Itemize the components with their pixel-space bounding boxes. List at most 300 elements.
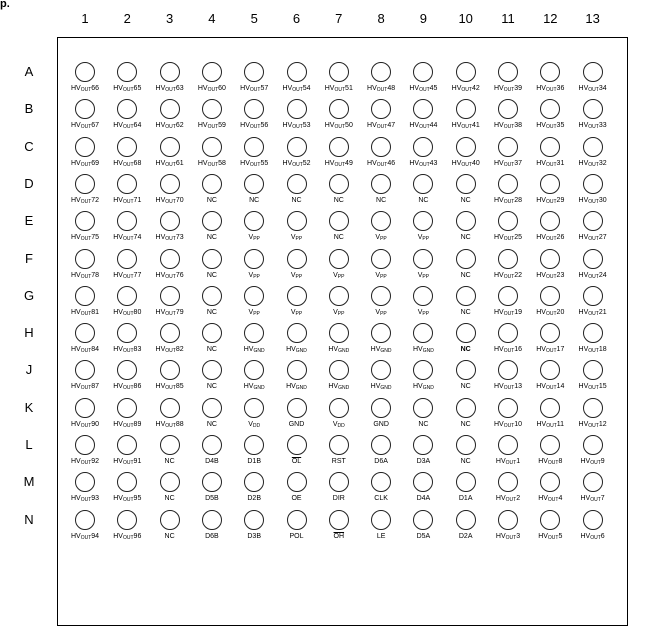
pin-label-J12: $HV_{OUT}14$ — [536, 383, 565, 392]
pin-label-F2: $HV_{OUT}77$ — [113, 271, 142, 280]
ball-G13 — [583, 286, 603, 306]
ball-E4 — [202, 211, 222, 231]
pin-label-F8: $V_{PP}$ — [375, 271, 387, 280]
pin-label-E1: $HV_{OUT}75$ — [70, 234, 100, 243]
ball-A8 — [371, 62, 391, 82]
pin-label-K10: NC — [460, 420, 471, 428]
row-label-J: J — [25, 362, 33, 378]
pin-label-G6: $V_{PP}$ — [290, 308, 303, 317]
row-label-C: C — [24, 138, 34, 154]
ball-N5 — [244, 510, 264, 530]
ball-L10 — [456, 435, 476, 455]
ball-G6 — [287, 286, 307, 306]
pin-label-N7: $\overline{OH}$ — [333, 532, 345, 540]
ball-M6 — [287, 472, 307, 492]
pin-label-B12: $HV_{OUT}35$ — [536, 122, 565, 131]
pin-label-A10: $HV_{OUT}42$ — [451, 85, 480, 93]
ball-C8 — [371, 137, 391, 157]
pin-label-C8: $HV_{OUT}46$ — [367, 159, 396, 168]
row-label-G: G — [23, 287, 35, 303]
pin-label-D11: $HV_{OUT}28$ — [493, 196, 523, 205]
pin-label-H12: $HV_{OUT}17$ — [536, 346, 565, 355]
ball-E13 — [583, 211, 603, 231]
column-label-7: 7 — [335, 11, 343, 26]
pin-label-C11: $HV_{OUT}37$ — [493, 159, 523, 168]
ball-F11 — [498, 249, 518, 269]
ball-F8 — [371, 249, 391, 269]
row-label-F: F — [25, 250, 33, 266]
ball-M3 — [160, 472, 180, 492]
ball-L3 — [160, 435, 180, 455]
pin-label-J11: $HV_{OUT}13$ — [493, 383, 523, 392]
ball-N13 — [583, 510, 603, 530]
ball-G4 — [202, 286, 222, 306]
ball-N3 — [160, 510, 180, 530]
pin-label-J8: $HV_{GND}$ — [370, 383, 392, 392]
ball-G10 — [456, 286, 476, 306]
pin-label-M10: D1A — [458, 495, 473, 503]
pin-label-C7: $HV_{OUT}49$ — [324, 159, 353, 168]
ball-F9 — [413, 249, 433, 269]
pin-label-K4: NC — [206, 420, 217, 428]
pin-label-E6: $V_{PP}$ — [290, 234, 303, 243]
ball-B3 — [160, 99, 180, 119]
pin-label-J1: $HV_{OUT}87$ — [70, 383, 100, 392]
row-label-K: K — [24, 399, 34, 415]
pin-label-F13: $HV_{OUT}24$ — [578, 271, 607, 280]
pin-label-C5: $HV_{OUT}55$ — [240, 159, 269, 168]
ball-F2 — [117, 249, 137, 269]
pin-label-N11: $HV_{OUT}3$ — [495, 532, 521, 541]
pin-label-K3: $HV_{OUT}88$ — [155, 420, 184, 429]
pin-label-N5: D3B — [247, 532, 261, 540]
ball-D5 — [244, 174, 264, 194]
ball-C2 — [117, 137, 137, 157]
ball-L11 — [498, 435, 518, 455]
ball-A7 — [329, 62, 349, 82]
column-label-4: 4 — [208, 11, 216, 26]
ball-K10 — [456, 398, 476, 418]
pin-label-K7: $V_{DD}$ — [332, 420, 345, 429]
pin-label-A5: $HV_{OUT}57$ — [240, 85, 269, 93]
row-label-E: E — [24, 213, 34, 229]
ball-K7 — [329, 398, 349, 418]
pin-label-M2: $HV_{OUT}95$ — [113, 495, 142, 504]
ball-C6 — [287, 137, 307, 157]
pin-label-L9: D3A — [416, 458, 431, 465]
ball-F5 — [244, 249, 264, 269]
pin-label-H11: $HV_{OUT}16$ — [493, 346, 523, 355]
pin-label-B13: $HV_{OUT}33$ — [578, 122, 607, 131]
ball-L8 — [371, 435, 391, 455]
ball-K3 — [160, 398, 180, 418]
pin-label-M5: D2B — [247, 495, 261, 503]
ball-A6 — [287, 62, 307, 82]
ball-D1 — [75, 174, 95, 194]
pin-label-C12: $HV_{OUT}31$ — [536, 159, 565, 168]
pin-label-E8: $V_{PP}$ — [375, 234, 387, 243]
pin-label-D13: $HV_{OUT}30$ — [578, 196, 607, 205]
column-label-9: 9 — [419, 11, 427, 26]
pin-label-B6: $HV_{OUT}53$ — [282, 122, 311, 131]
ball-L6 — [287, 435, 307, 455]
pin-label-C6: $HV_{OUT}52$ — [282, 159, 311, 168]
pin-label-M6: OE — [291, 495, 302, 503]
ball-C11 — [498, 137, 518, 157]
pin-label-M4: D5B — [205, 495, 219, 503]
ball-K12 — [540, 398, 560, 418]
pin-label-J10: NC — [460, 383, 471, 391]
pin-label-N1: $HV_{OUT}94$ — [70, 532, 100, 541]
ball-A4 — [202, 62, 222, 82]
pin-label-D8: NC — [376, 196, 387, 204]
pin-label-M9: D4A — [416, 495, 431, 503]
ball-D10 — [456, 174, 476, 194]
pin-label-L13: $HV_{OUT}9$ — [580, 458, 605, 466]
pin-label-N6: POL — [289, 532, 304, 540]
pin-label-B9: $HV_{OUT}44$ — [409, 122, 438, 131]
pin-label-H9: $HV_{GND}$ — [412, 346, 434, 355]
pin-label-C9: $HV_{OUT}43$ — [409, 159, 438, 168]
pin-label-K11: $HV_{OUT}10$ — [493, 420, 523, 429]
pin-label-A9: $HV_{OUT}45$ — [409, 85, 438, 93]
ball-M10 — [456, 472, 476, 492]
pin-label-F4: NC — [206, 271, 217, 279]
ball-K6 — [287, 398, 307, 418]
pin-label-A1: $HV_{OUT}66$ — [70, 85, 100, 93]
pin-label-G8: $V_{PP}$ — [375, 308, 387, 317]
pin-label-M1: $HV_{OUT}93$ — [70, 495, 100, 504]
ball-F1 — [75, 249, 95, 269]
ball-B13 — [583, 99, 603, 119]
ball-C1 — [75, 137, 95, 157]
pin-label-G10: NC — [460, 308, 471, 316]
pin-label-L7: RST — [331, 458, 346, 465]
pin-label-D9: NC — [418, 196, 429, 204]
ball-G5 — [244, 286, 264, 306]
pin-label-N3: NC — [164, 532, 175, 540]
pin-label-J4: NC — [206, 383, 217, 391]
ball-C9 — [413, 137, 433, 157]
ball-J6 — [287, 360, 307, 380]
ball-N7 — [329, 510, 349, 530]
pin-label-J9: $HV_{GND}$ — [412, 383, 434, 392]
ball-K5 — [244, 398, 264, 418]
pin-label-E2: $HV_{OUT}74$ — [113, 234, 142, 243]
ball-N4 — [202, 510, 222, 530]
column-label-1: 1 — [81, 11, 89, 26]
pin-label-C3: $HV_{OUT}61$ — [155, 159, 184, 168]
pin-label-G13: $HV_{OUT}21$ — [578, 308, 607, 317]
pin-label-F12: $HV_{OUT}23$ — [536, 271, 565, 280]
column-label-8: 8 — [377, 11, 385, 26]
ball-D13 — [583, 174, 603, 194]
ball-L7 — [329, 435, 349, 455]
pin-label-E10: NC — [460, 234, 471, 242]
pin-label-H10: NC — [460, 346, 471, 354]
pin-label-M3: NC — [164, 495, 175, 503]
ball-K8 — [371, 398, 391, 418]
pin-label-L11: $HV_{OUT}1$ — [495, 458, 521, 466]
row-label-H: H — [24, 325, 34, 341]
ball-C12 — [540, 137, 560, 157]
ball-M7 — [329, 472, 349, 492]
pin-label-C2: $HV_{OUT}68$ — [113, 159, 142, 168]
pin-label-C4: $HV_{OUT}58$ — [197, 159, 226, 168]
pin-label-E9: $V_{PP}$ — [417, 234, 430, 243]
row-label-B: B — [24, 101, 34, 117]
ball-E10 — [456, 211, 476, 231]
ball-G12 — [540, 286, 560, 306]
column-label-5: 5 — [250, 11, 258, 26]
pin-label-A6: $HV_{OUT}54$ — [282, 85, 311, 93]
pin-label-K5: $V_{DD}$ — [248, 420, 261, 429]
ball-L1 — [75, 435, 95, 455]
pin-label-A3: $HV_{OUT}63$ — [155, 85, 184, 93]
pin-label-N8: LE — [376, 532, 386, 540]
ball-F3 — [160, 249, 180, 269]
ball-H11 — [498, 323, 518, 343]
pin-label-H13: $HV_{OUT}18$ — [578, 346, 607, 355]
pin-label-J2: $HV_{OUT}86$ — [113, 383, 142, 392]
ball-N6 — [287, 510, 307, 530]
pin-label-G4: NC — [206, 308, 217, 316]
ball-E3 — [160, 211, 180, 231]
corner-text: p. — [0, 0, 10, 10]
pin-label-E3: $HV_{OUT}73$ — [155, 234, 184, 243]
ball-J3 — [160, 360, 180, 380]
pin-label-D10: NC — [460, 196, 471, 204]
ball-J13 — [583, 360, 603, 380]
ball-A13 — [583, 62, 603, 82]
ball-H1 — [75, 323, 95, 343]
ball-E7 — [329, 211, 349, 231]
pin-label-E5: $V_{PP}$ — [248, 234, 260, 243]
pin-label-K13: $HV_{OUT}12$ — [578, 420, 607, 429]
pin-label-G12: $HV_{OUT}20$ — [536, 308, 565, 317]
column-label-11: 11 — [501, 11, 515, 26]
pin-label-F3: $HV_{OUT}76$ — [155, 271, 184, 280]
ball-G1 — [75, 286, 95, 306]
pin-label-L12: $HV_{OUT}8$ — [538, 458, 563, 466]
pin-label-E4: NC — [206, 234, 217, 242]
pin-label-E11: $HV_{OUT}25$ — [493, 234, 523, 243]
pin-label-D1: $HV_{OUT}72$ — [70, 196, 100, 205]
ball-K4 — [202, 398, 222, 418]
pin-label-L6: $\overline{OL}$ — [291, 458, 302, 465]
ball-D7 — [329, 174, 349, 194]
ball-C5 — [244, 137, 264, 157]
pin-label-F7: $V_{PP}$ — [333, 271, 345, 280]
pin-label-G1: $HV_{OUT}81$ — [70, 308, 100, 317]
pin-label-M13: $HV_{OUT}7$ — [580, 495, 605, 504]
ball-D4 — [202, 174, 222, 194]
pin-label-L10: NC — [460, 458, 471, 465]
pin-label-L5: D1B — [247, 458, 261, 465]
column-label-12: 12 — [543, 11, 558, 26]
pin-label-L1: $HV_{OUT}92$ — [70, 458, 100, 466]
pin-label-B4: $HV_{OUT}59$ — [197, 122, 226, 131]
ball-D3 — [160, 174, 180, 194]
pin-label-J7: $HV_{GND}$ — [328, 383, 350, 392]
pin-label-H5: $HV_{GND}$ — [243, 346, 265, 355]
pin-label-B1: $HV_{OUT}67$ — [70, 122, 100, 131]
pin-label-N12: $HV_{OUT}5$ — [538, 532, 563, 541]
ball-F12 — [540, 249, 560, 269]
ball-A10 — [456, 62, 476, 82]
pin-label-L8: D6A — [374, 458, 388, 465]
pin-label-G2: $HV_{OUT}80$ — [113, 308, 142, 317]
column-label-6: 6 — [292, 11, 301, 26]
pin-label-N4: D6B — [205, 532, 219, 540]
ball-N8 — [371, 510, 391, 530]
pin-label-B8: $HV_{OUT}47$ — [367, 122, 396, 131]
column-label-3: 3 — [165, 11, 174, 26]
pin-label-D2: $HV_{OUT}71$ — [113, 196, 142, 205]
ball-E6 — [287, 211, 307, 231]
pin-label-L4: D4B — [205, 458, 219, 465]
ball-D6 — [287, 174, 307, 194]
pin-label-B10: $HV_{OUT}41$ — [451, 122, 480, 131]
ball-H10 — [456, 323, 476, 343]
row-label-D: D — [24, 175, 34, 191]
ball-B10 — [456, 99, 476, 119]
pin-label-C10: $HV_{OUT}40$ — [451, 159, 480, 168]
pin-label-H7: $HV_{GND}$ — [328, 346, 350, 355]
pin-label-B2: $HV_{OUT}64$ — [113, 122, 142, 131]
ball-N11 — [498, 510, 518, 530]
ball-G7 — [329, 286, 349, 306]
ball-C3 — [160, 137, 180, 157]
pin-label-J3: $HV_{OUT}85$ — [155, 383, 184, 392]
pin-label-M8: CLK — [374, 495, 388, 503]
ball-A1 — [75, 62, 95, 82]
pin-label-E12: $HV_{OUT}26$ — [536, 234, 565, 243]
pin-label-K2: $HV_{OUT}89$ — [113, 420, 142, 429]
ball-A3 — [160, 62, 180, 82]
ball-H4 — [202, 323, 222, 343]
ball-B7 — [329, 99, 349, 119]
ball-C7 — [329, 137, 349, 157]
pin-label-A8: $HV_{OUT}48$ — [367, 85, 396, 93]
pin-label-E13: $HV_{OUT}27$ — [578, 234, 607, 243]
pin-label-N2: $HV_{OUT}96$ — [113, 532, 142, 541]
pin-label-A4: $HV_{OUT}60$ — [197, 85, 226, 93]
pin-label-D5: NC — [249, 196, 260, 204]
pin-label-H6: $HV_{GND}$ — [286, 346, 307, 355]
pin-label-J5: $HV_{GND}$ — [243, 383, 265, 392]
row-label-N: N — [24, 511, 34, 527]
pin-label-F6: $V_{PP}$ — [290, 271, 303, 280]
pin-label-H2: $HV_{OUT}83$ — [113, 346, 142, 355]
pin-label-G3: $HV_{OUT}79$ — [155, 308, 184, 317]
ball-G8 — [371, 286, 391, 306]
pin-label-H1: $HV_{OUT}84$ — [70, 346, 100, 355]
ball-N2 — [117, 510, 137, 530]
pin-label-N13: $HV_{OUT}6$ — [580, 532, 605, 541]
ball-M13 — [583, 472, 603, 492]
ball-N10 — [456, 510, 476, 530]
ball-A11 — [498, 62, 518, 82]
pin-label-N10: D2A — [458, 532, 473, 540]
pin-label-D3: $HV_{OUT}70$ — [155, 196, 184, 205]
ball-B6 — [287, 99, 307, 119]
pin-label-M11: $HV_{OUT}2$ — [495, 495, 521, 504]
ball-G2 — [117, 286, 137, 306]
ball-H6 — [287, 323, 307, 343]
pin-label-A2: $HV_{OUT}65$ — [113, 85, 142, 93]
pin-label-A11: $HV_{OUT}39$ — [493, 85, 523, 93]
pin-label-M12: $HV_{OUT}4$ — [538, 495, 563, 504]
column-label-10: 10 — [458, 11, 473, 26]
pin-label-D4: NC — [206, 196, 217, 204]
pin-label-D6: NC — [291, 196, 302, 204]
pin-label-F11: $HV_{OUT}22$ — [493, 271, 523, 280]
pin-label-H3: $HV_{OUT}82$ — [155, 346, 184, 355]
pin-label-F1: $HV_{OUT}78$ — [70, 271, 100, 280]
ball-F7 — [329, 249, 349, 269]
ball-K1 — [75, 398, 95, 418]
pin-label-G5: $V_{PP}$ — [248, 308, 260, 317]
ball-C4 — [202, 137, 222, 157]
ball-K2 — [117, 398, 137, 418]
pin-label-K8: GND — [373, 420, 389, 428]
pin-label-H4: NC — [206, 346, 217, 354]
ball-F4 — [202, 249, 222, 269]
ball-G3 — [160, 286, 180, 306]
ball-D8 — [371, 174, 391, 194]
pin-label-B7: $HV_{OUT}50$ — [324, 122, 353, 131]
pin-label-G9: $V_{PP}$ — [417, 308, 430, 317]
ball-F10 — [456, 249, 476, 269]
ball-K13 — [583, 398, 603, 418]
pin-label-J6: $HV_{GND}$ — [286, 383, 307, 392]
pin-label-K12: $HV_{OUT}11$ — [536, 420, 565, 429]
ball-F6 — [287, 249, 307, 269]
pin-label-G11: $HV_{OUT}19$ — [493, 308, 523, 317]
ball-N9 — [413, 510, 433, 530]
ball-H13 — [583, 323, 603, 343]
pin-label-F9: $V_{PP}$ — [417, 271, 430, 280]
column-label-13: 13 — [585, 11, 600, 26]
pin-label-F10: NC — [460, 271, 471, 279]
pin-label-D12: $HV_{OUT}29$ — [536, 196, 565, 205]
ball-L4 — [202, 435, 222, 455]
ball-G11 — [498, 286, 518, 306]
ball-K9 — [413, 398, 433, 418]
pin-label-K1: $HV_{OUT}90$ — [70, 420, 100, 429]
ball-N1 — [75, 510, 95, 530]
pin-label-B11: $HV_{OUT}38$ — [493, 122, 523, 131]
pin-label-L2: $HV_{OUT}91$ — [113, 458, 142, 466]
ball-D11 — [498, 174, 518, 194]
pin-label-M7: DIR — [332, 495, 345, 503]
pin-label-K6: GND — [288, 420, 305, 428]
pin-label-A13: $HV_{OUT}34$ — [578, 85, 607, 93]
pin-label-H8: $HV_{GND}$ — [370, 346, 392, 355]
ball-C10 — [456, 137, 476, 157]
ball-N12 — [540, 510, 560, 530]
pin-label-A12: $HV_{OUT}36$ — [536, 85, 565, 93]
pin-label-D7: NC — [333, 196, 344, 204]
row-label-A: A — [24, 64, 34, 79]
pin-label-A7: $HV_{OUT}51$ — [324, 85, 353, 93]
pin-label-J13: $HV_{OUT}15$ — [578, 383, 607, 392]
pin-label-C1: $HV_{OUT}69$ — [70, 159, 100, 168]
ball-H7 — [329, 323, 349, 343]
ball-L13 — [583, 435, 603, 455]
pin-label-E7: NC — [333, 234, 344, 242]
